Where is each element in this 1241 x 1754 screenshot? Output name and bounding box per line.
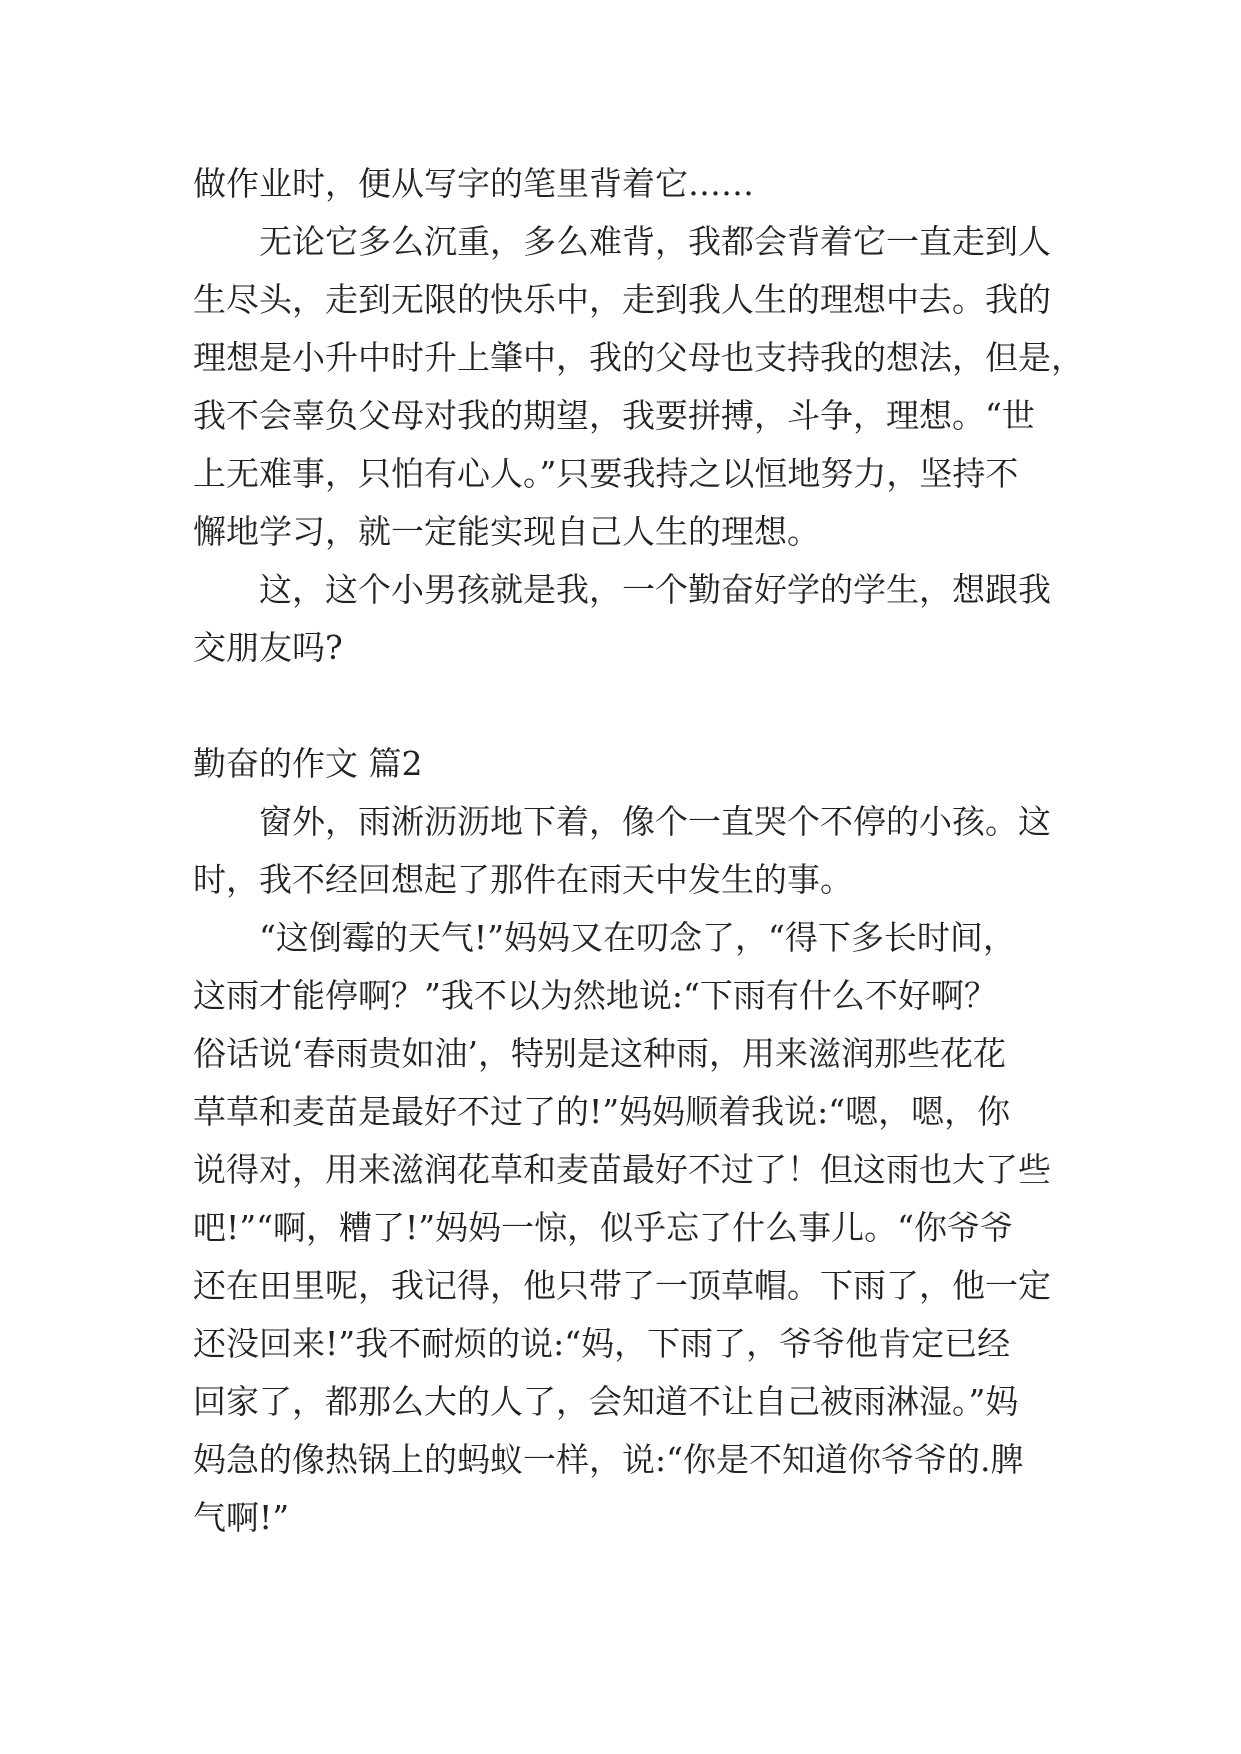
text-line: 妈急的像热锅上的蚂蚁一样，说:“你是不知道你爷爷的.脾 [193, 1440, 1024, 1479]
text-line: 回家了，都那么大的人了，会知道不让自己被雨淋湿。”妈 [193, 1382, 1019, 1421]
section-gap [193, 677, 1053, 735]
section-heading: 勤奋的作文 篇2 [193, 744, 423, 783]
text-line: 说得对，用来滋润花草和麦苗最好不过了！但这雨也大了些 [193, 1150, 1051, 1189]
text-line: 做作业时，便从写字的笔里背着它…… [193, 164, 754, 203]
text-line: 时，我不经回想起了那件在雨天中发生的事。 [193, 860, 853, 899]
text-line: 上无难事，只怕有心人。”只要我持之以恒地努力，坚持不 [193, 454, 1019, 493]
text-line: 懈地学习，就一定能实现自己人生的理想。 [193, 512, 820, 551]
text-line: 俗话说‘春雨贵如油’，特别是这种雨，用来滋润那些花花 [193, 1034, 1006, 1073]
text-line: 我不会辜负父母对我的期望，我要拼搏，斗争，理想。“世 [193, 396, 1035, 435]
text-line: 生尽头，走到无限的快乐中，走到我人生的理想中去。我的 [193, 280, 1051, 319]
text-line: 吧!”“啊，糟了!”妈妈一惊，似乎忘了什么事儿。“你爷爷 [193, 1208, 1014, 1247]
text-line: 还在田里呢，我记得，他只带了一顶草帽。下雨了，他一定 [193, 1266, 1051, 1305]
text-line: 草草和麦苗是最好不过了的!”妈妈顺着我说:“嗯，嗯，你 [193, 1092, 1011, 1131]
text-line: 交朋友吗? [193, 628, 343, 667]
paragraph-start-line: 无论它多么沉重，多么难背，我都会背着它一直走到人 [259, 222, 1051, 261]
text-line: 气啊!” [193, 1498, 290, 1537]
text-line: 还没回来!”我不耐烦的说:“妈，下雨了，爷爷他肯定已经 [193, 1324, 1011, 1363]
document-body [193, 155, 1084, 1547]
paragraph-start-line: 这，这个小男孩就是我，一个勤奋好学的学生，想跟我 [259, 570, 1051, 609]
paragraph-start-line: “这倒霉的天气!”妈妈又在叨念了，“得下多长时间， [259, 918, 1016, 957]
text-line: 这雨才能停啊？”我不以为然地说:“下雨有什么不好啊？ [193, 976, 997, 1015]
text-line: 理想是小升中时升上肇中，我的父母也支持我的想法，但是， [193, 338, 1084, 377]
paragraph-start-line: 窗外，雨淅沥沥地下着，像个一直哭个不停的小孩。这 [259, 802, 1051, 841]
